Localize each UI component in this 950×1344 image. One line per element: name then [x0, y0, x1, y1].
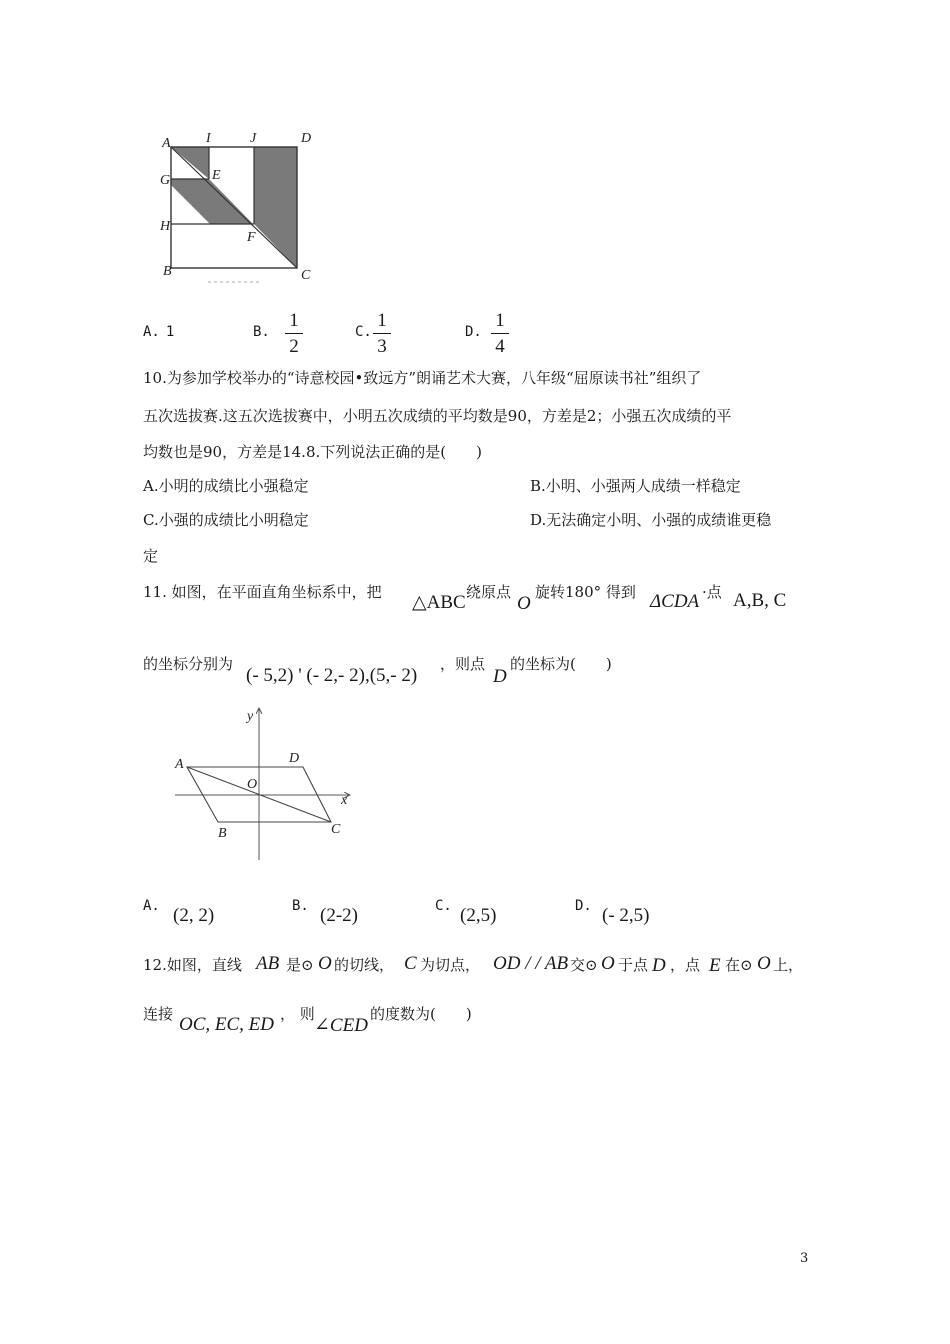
- q10-option-d-continued: 定: [143, 547, 159, 565]
- q11-option-c-letter[interactable]: C.: [435, 898, 452, 914]
- q9-label-h: H: [160, 219, 171, 234]
- q12-text-2: 是⊙: [286, 956, 314, 974]
- q12-text-3: 的切线，: [334, 956, 395, 974]
- q9-shaded-big: [254, 147, 297, 268]
- q12-text-8: 在⊙: [725, 956, 753, 974]
- q12-text-9: 上，: [773, 956, 804, 974]
- q12-text-5: 交⊙: [570, 956, 598, 974]
- q12-line2-text-c: 的度数为( ): [370, 1005, 472, 1023]
- q12-text-1: 12.如图，直线: [143, 956, 242, 974]
- q9-option-a[interactable]: A. 1: [143, 324, 175, 340]
- q11-option-a-letter[interactable]: A.: [143, 898, 160, 914]
- q9-option-c-letter[interactable]: C.: [355, 324, 372, 340]
- q12-o-2: O: [601, 953, 615, 974]
- q11-triangle-abc: △ABC: [412, 592, 466, 613]
- page-number: 3: [800, 1251, 809, 1266]
- q12-o-3: O: [757, 953, 771, 974]
- q11-coordinates: (- 5,2) ' (- 2,- 2),(5,- 2): [246, 665, 418, 686]
- q9-label-c: C: [301, 268, 311, 283]
- q9-label-a: A: [162, 136, 171, 151]
- q9-label-e: E: [212, 168, 221, 183]
- q10-line-1: 10.为参加学校举办的“诗意校园•致远方”朗诵艺术大赛，八年级“屈原读书社”组织了: [143, 369, 702, 387]
- q11-option-b-letter[interactable]: B.: [292, 898, 309, 914]
- q11-option-d-letter[interactable]: D.: [575, 898, 592, 914]
- q11-option-d-value: (- 2,5): [602, 905, 650, 926]
- q11-option-b-value: (2-2): [320, 905, 358, 926]
- q9-option-d-letter[interactable]: D.: [465, 324, 482, 340]
- q11-label-a: A: [175, 757, 184, 772]
- q11-coordinate-figure: [165, 700, 365, 865]
- q11-origin-o: O: [517, 593, 531, 614]
- q11-text-1: 11. 如图，在平面直角坐标系中，把: [143, 583, 382, 601]
- q11-points: A,B, C: [733, 590, 787, 611]
- q11-text-7: 的坐标为( ): [510, 655, 612, 673]
- q10-line-3: 均数也是90，方差是14.8.下列说法正确的是( ): [143, 443, 482, 461]
- q11-text-5: 的坐标分别为: [143, 655, 234, 673]
- q9-option-b-letter[interactable]: B.: [253, 324, 270, 340]
- q11-text-4: ·点: [702, 583, 722, 601]
- q12-angle-ced: ∠CED: [314, 1015, 368, 1036]
- q11-label-c: C: [331, 822, 341, 837]
- q10-option-c[interactable]: C.小强的成绩比小明稳定: [143, 511, 309, 529]
- q11-triangle-cda: ΔCDA: [650, 591, 700, 612]
- q12-text-4: 为切点，: [420, 956, 481, 974]
- q11-option-a-value: (2, 2): [173, 905, 215, 926]
- q12-e: E: [709, 955, 721, 976]
- q12-od-parallel-ab: OD / / AB: [493, 953, 569, 974]
- q11-label-y: y: [247, 709, 254, 724]
- q9-option-c-fraction: 1 3: [373, 310, 391, 358]
- q9-label-f: F: [247, 230, 256, 245]
- q11-text-2: 绕原点: [466, 583, 512, 601]
- q12-text-7: ，点: [670, 956, 701, 974]
- q12-segments: OC, EC, ED: [179, 1014, 274, 1035]
- q10-line-2: 五次选拔赛.这五次选拔赛中，小明五次成绩的平均数是90，方差是2；小强五次成绩的平: [143, 407, 732, 425]
- q9-square-figure: [150, 125, 330, 290]
- q11-label-b: B: [218, 826, 227, 841]
- q9-label-d: D: [301, 131, 312, 146]
- q11-text-3: 旋转180° 得到: [535, 583, 636, 601]
- q11-text-6: ，则点: [440, 655, 486, 673]
- q11-option-c-value: (2,5): [460, 905, 497, 926]
- q12-ab: AB: [256, 953, 280, 974]
- q9-option-b-fraction: 1 2: [285, 310, 303, 358]
- q9-label-b: B: [163, 264, 172, 279]
- q10-option-a[interactable]: A.小明的成绩比小强稳定: [143, 477, 309, 495]
- q11-point-d: D: [493, 666, 507, 687]
- q12-d: D: [652, 955, 666, 976]
- q12-line2-text-b: ， 则: [280, 1005, 315, 1023]
- q9-label-j: J: [250, 131, 257, 146]
- q12-line2-text-a: 连接: [143, 1005, 174, 1023]
- q12-c: C: [404, 953, 417, 974]
- q9-option-d-fraction: 1 4: [491, 310, 509, 358]
- q12-o-1: O: [318, 953, 332, 974]
- q10-option-d[interactable]: D.无法确定小明、小强的成绩谁更稳: [530, 511, 772, 529]
- q9-label-g: G: [160, 173, 171, 188]
- q11-label-o: O: [247, 777, 258, 792]
- q12-text-6: 于点: [618, 956, 649, 974]
- q11-label-d: D: [289, 751, 300, 766]
- q11-label-x: x: [341, 793, 348, 808]
- q10-option-b[interactable]: B.小明、小强两人成绩一样稳定: [530, 477, 741, 495]
- q9-label-i: I: [206, 131, 211, 146]
